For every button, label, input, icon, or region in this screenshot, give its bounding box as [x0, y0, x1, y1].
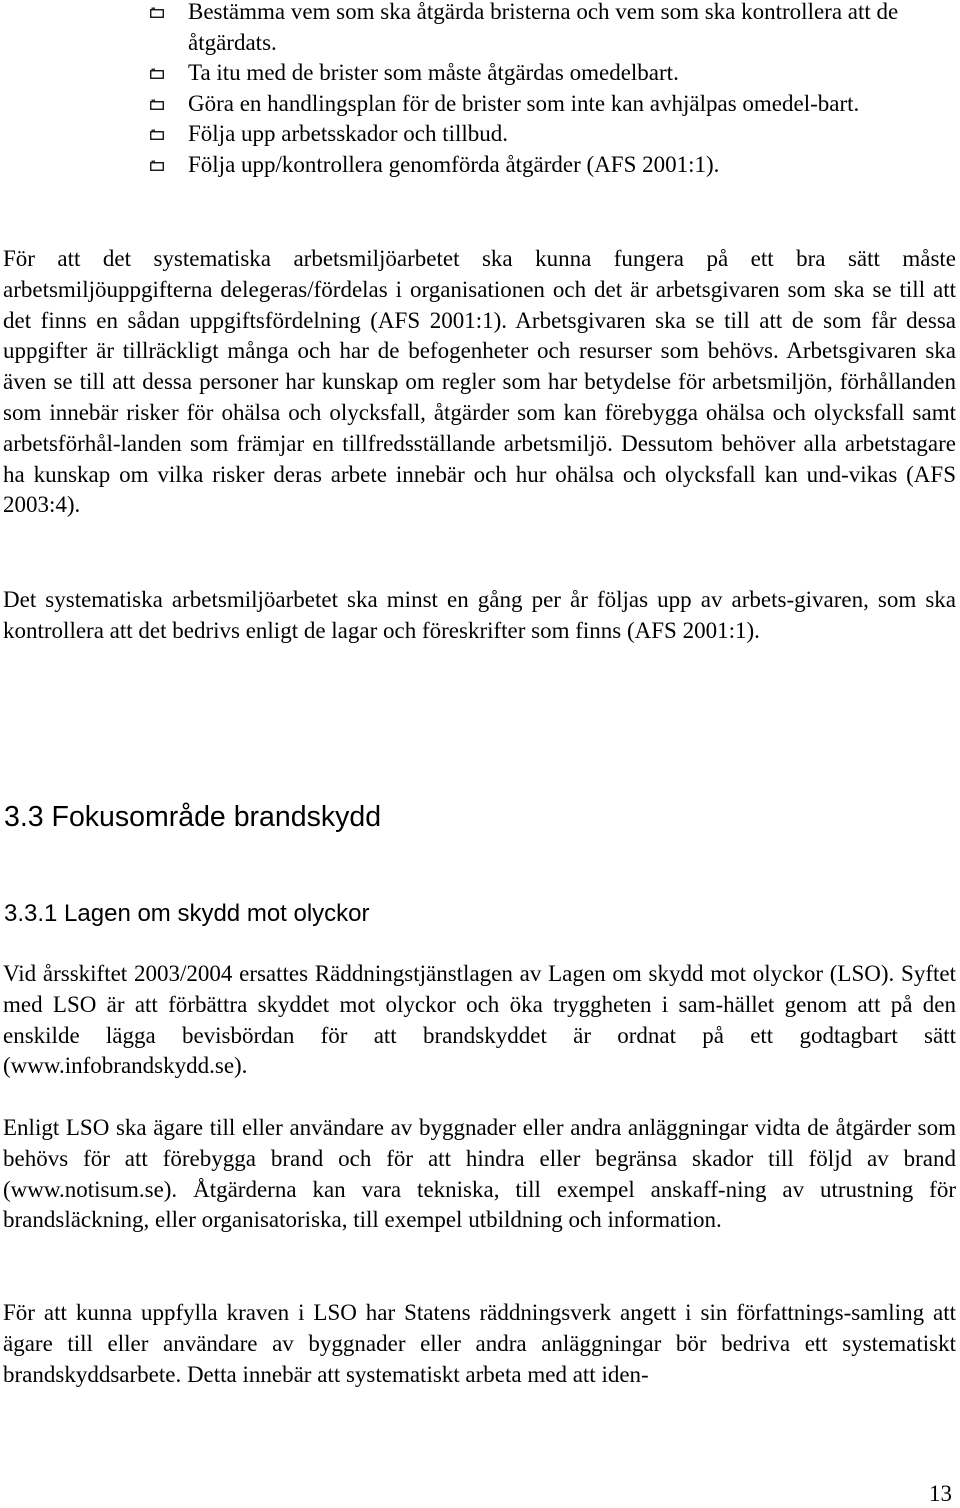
- small-square-outline-icon: [150, 99, 164, 110]
- body-paragraph: För att det systematiska arbetsmiljöarbetet ska kunna fungera på ett bra sätt måste arbetsmiljöuppgifterna delegeras/fördelas i organisationen och det är arbetsgivaren som ska se till att det finns en sådan uppgiftsfördelning (AFS 2001:1). Arbetsgivaren ska se till att de som får dessa uppgifter är tillräckligt många och har de befogenheter och resurser som behövs. Arbetsgivaren ska även se till att dessa personer har kunskap om regler som har betydelse för arbetsmiljön, förhållanden som innebär risker för ohälsa och olycksfall, åtgärder som kan förebygga ohälsa och olycksfall samt arbetsförhål-landen som främjar en tillfredsställande arbetsmiljö. Dessutom behöver alla arbetstagare ha kunskap om vilka risker deras arbete innebär och hur ohälsa och olycksfall kan und-vikas (AFS 2003:4).: [3, 246, 956, 518]
- body-paragraph: Det systematiska arbetsmiljöarbetet ska minst en gång per år följas upp av arbets-givaren, som ska kontrollera att det bedrivs enligt de lagar och föreskrifter som finns (AFS 2001:1).: [3, 587, 956, 643]
- small-square-outline-icon: [150, 68, 164, 79]
- body-paragraph: För att kunna uppfylla kraven i LSO har Statens räddningsverk angett i sin författnings-samling att ägare till eller användare av byggnader eller andra anläggningar bör bedriva ett systematiskt brandskyddsarbete. Detta innebär att systematiskt arbeta med att iden-: [3, 1300, 956, 1387]
- small-square-outline-icon: [150, 129, 164, 140]
- small-square-outline-icon: [150, 160, 164, 171]
- bullet-item: [0, 0, 960, 58]
- bullet-text: Göra en handlingsplan för de brister som inte kan avhjälpas omedel-bart.: [188, 90, 860, 116]
- page-number: 13: [929, 1481, 952, 1506]
- bullet-text: Följa upp arbetsskador och tillbud.: [188, 121, 509, 146]
- bullet-text: Ta itu med de brister som måste åtgärdas omedelbart.: [188, 60, 679, 85]
- bullet-list: [0, 0, 960, 180]
- bullet-item: [0, 89, 960, 120]
- bullet-text: Följa upp/kontrollera genomförda åtgärder (AFS 2001:1).: [188, 151, 720, 177]
- subsection-heading: 3.3.1 Lagen om skydd mot olyckor: [4, 900, 370, 927]
- section-heading: 3.3 Fokusområde brandskydd: [4, 801, 382, 833]
- bullet-item: [0, 119, 960, 150]
- bullet-item: [0, 150, 960, 181]
- body-paragraph: Vid årsskiftet 2003/2004 ersattes Räddningstjänstlagen av Lagen om skydd mot olyckor (LSO). Syftet med LSO är att förbättra skyddet mot olyckor och öka tryggheten i sam-hället genom att på den enskilde lägga bevisbördan för att brandskyddet är ordnat på ett godtagbart sätt (www.infobrandskydd.se).: [3, 961, 956, 1079]
- body-paragraph: Enligt LSO ska ägare till eller användare av byggnader eller andra anläggningar vidta de åtgärder som behövs för att förebygga brand och för att hindra eller begränsa skador till följd av brand (www.notisum.se). Åtgärderna kan vara tekniska, till exempel anskaff-ning av utrustning för brandsläckning, eller organisatoriska, till exempel utbildning och information.: [3, 1115, 956, 1233]
- bullet-text: Bestämma vem som ska åtgärda bristerna och vem som ska kontrollera att de åtgärdats.: [188, 0, 899, 55]
- small-square-outline-icon: [150, 7, 164, 18]
- bullet-item: [0, 58, 960, 89]
